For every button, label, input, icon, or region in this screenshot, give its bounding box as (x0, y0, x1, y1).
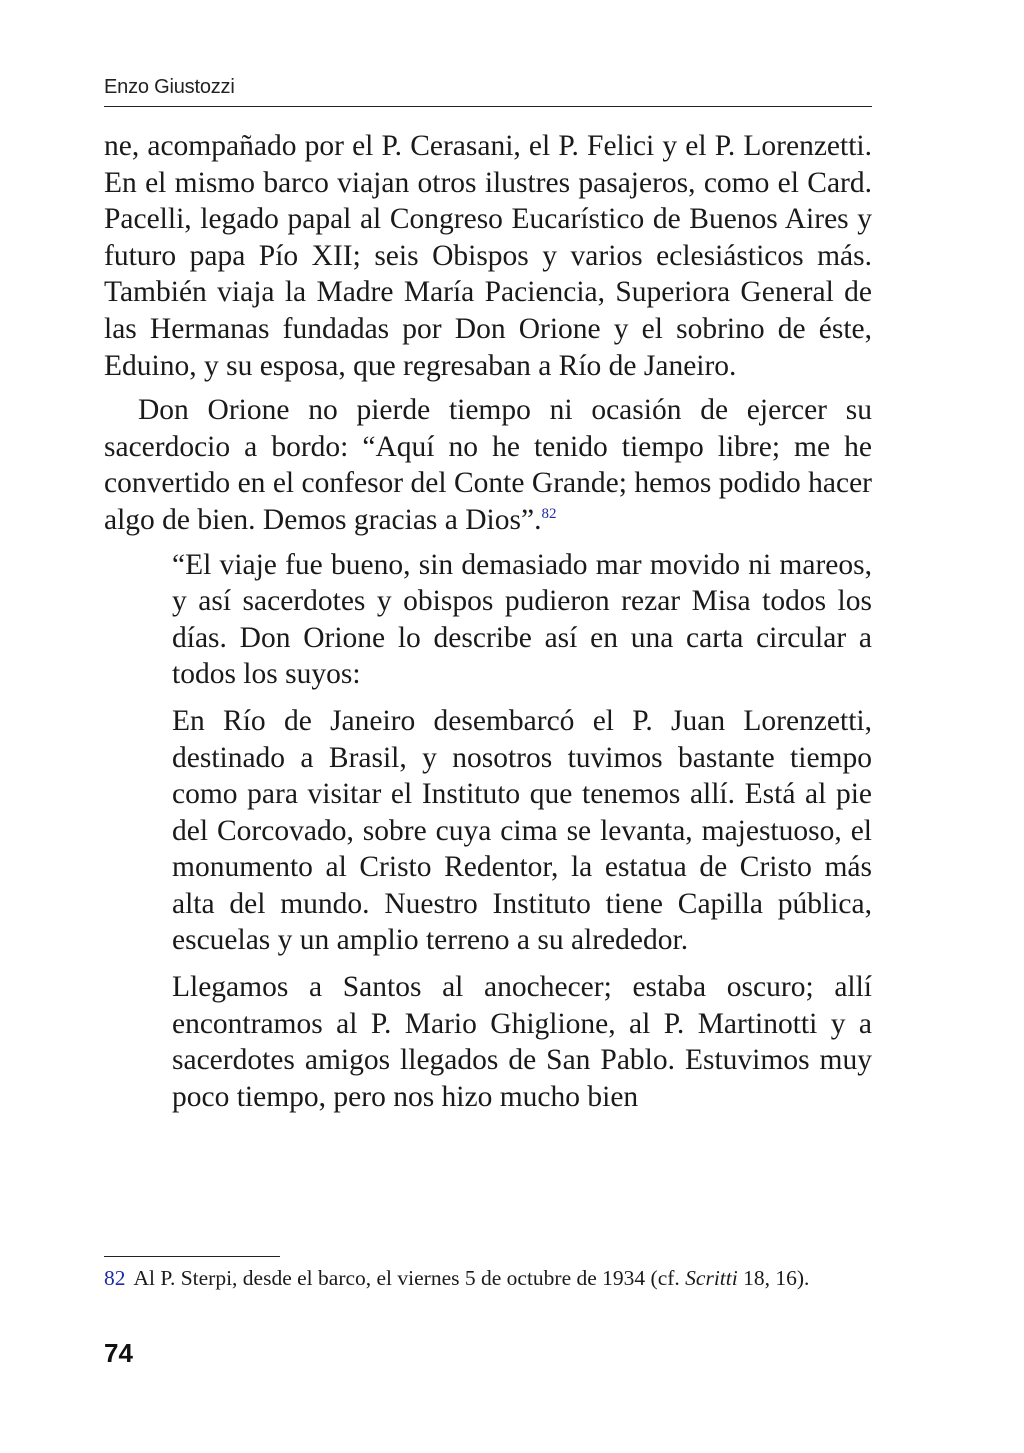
paragraph: ne, acompañado por el P. Cerasani, el P. Felici y el P. Lorenzetti. En el mismo barco viajan otros ilustres pasajeros, como el Card. Pacelli, legado papal al Congreso Eucarístico de Buenos Aires y futuro papa Pío XII; seis Obispos y varios eclesiásticos más. También viaja la Madre María Paciencia, Superiora General de las Hermanas fundadas por Don Orione y el sobrino de éste, Eduino, y su esposa, que regresaban a Río de Janeiro. (104, 130, 872, 382)
footnote (104, 1264, 872, 1292)
paragraph (104, 392, 872, 538)
footnote-text: Al P. Sterpi, desde el barco, el viernes 5 de octubre de 1934 (cf. (133, 1266, 686, 1290)
footnote-number: 82 (104, 1266, 126, 1290)
block-quote: Llegamos a Santos al anochecer; estaba oscuro; allí encontramos al P. Mario Ghiglione, al P. Martinotti y a sacerdotes amigos llegados de San Pablo. Estuvimos muy poco tiempo, pero nos hizo mucho bien (172, 971, 872, 1113)
block-quote: En Río de Janeiro desembarcó el P. Juan Lorenzetti, destinado a Brasil, y nosotros tuvimos bastante tiempo como para visitar el Instituto que tenemos allí. Está al pie del Corcovado, sobre cuya cima se levanta, majestuoso, el monumento al Cristo Redentor, la estatua de Cristo más alta del mundo. Nuestro Instituto tiene Capilla pública, escuelas y un amplio terreno a su alrededor. (172, 704, 872, 957)
footnote-italic-title: Scritti (685, 1266, 738, 1290)
block-quote: “El viaje fue bueno, sin demasiado mar movido ni mareos, y así sacerdotes y obispos pudieron rezar Misa todos los días. Don Orione lo describe así en una carta circular a todos los suyos: (172, 548, 872, 691)
main-text (104, 128, 872, 1115)
footnote-reference[interactable]: 82 (541, 505, 557, 522)
page-number: 74 (104, 1338, 133, 1368)
footnote-separator (104, 1256, 280, 1257)
paragraph-text: Don Orione no pierde tiempo ni ocasión de ejercer su sacerdocio a bordo: “Aquí no he tenido tiempo libre; me he convertido en el confesor del Conte Grande; hemos podido hacer algo de bien. Demos gracias a Dios”. (104, 394, 872, 536)
header-author: Enzo Giustozzi (104, 76, 235, 98)
running-header (104, 72, 872, 107)
footnote-text-end: 18, 16). (737, 1266, 810, 1290)
